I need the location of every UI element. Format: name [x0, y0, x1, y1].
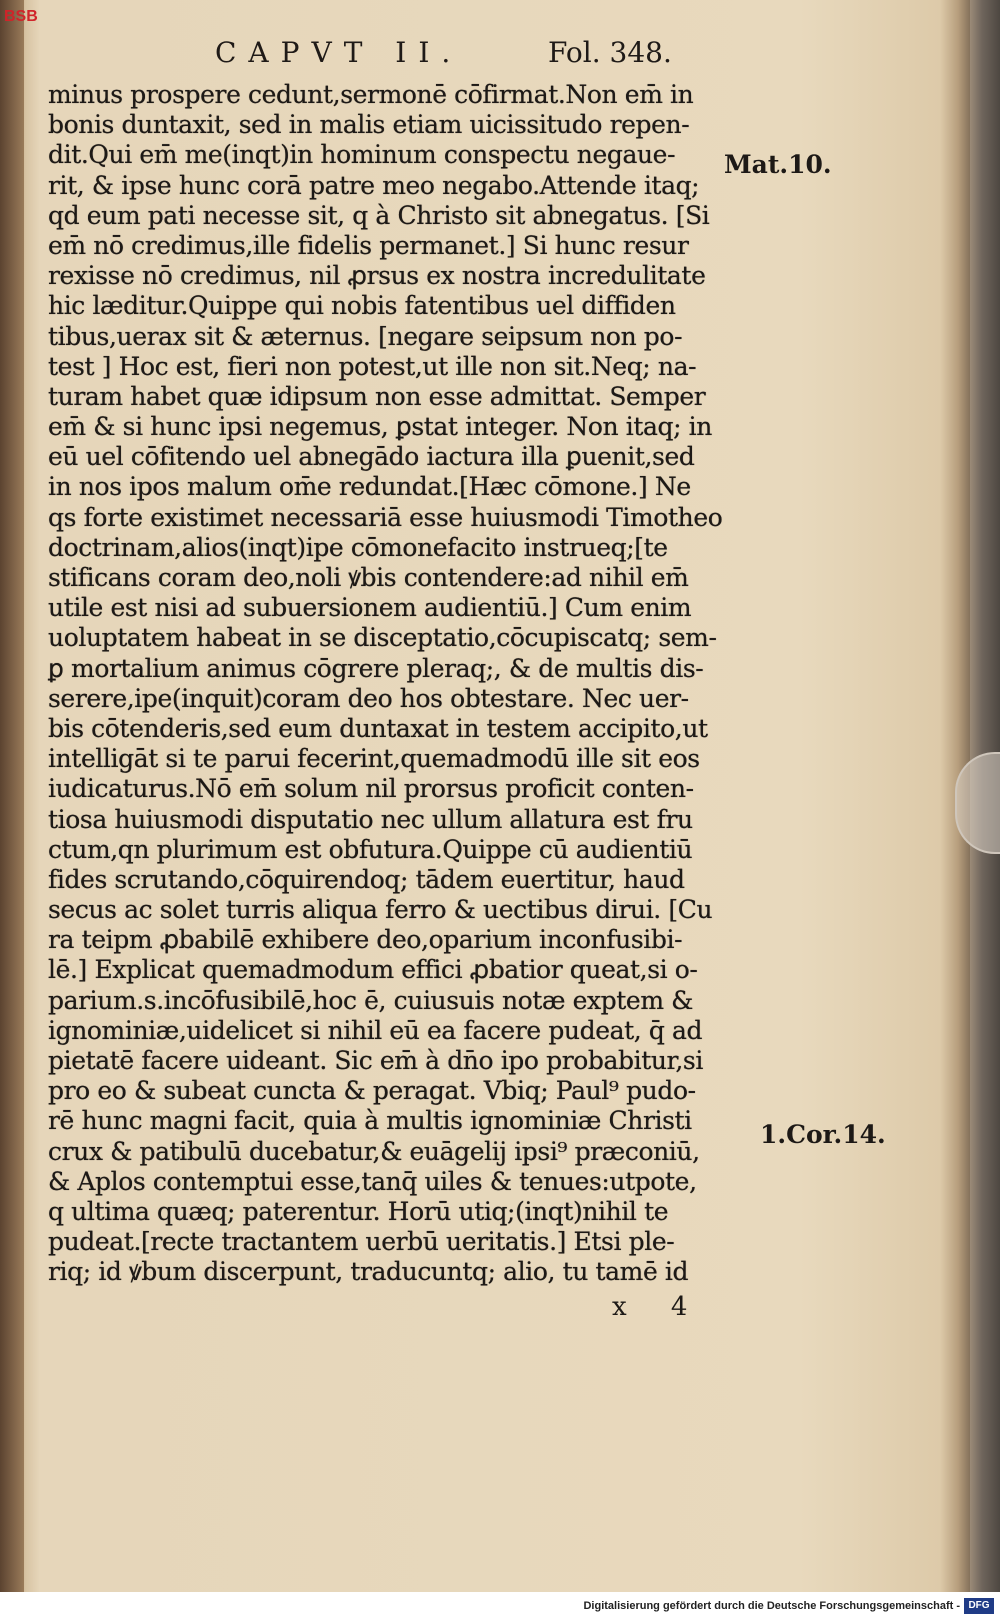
text-line: em̄ & si hunc ipsi negemus, ꝑstat integer. Non itaq; in: [48, 412, 712, 442]
text-line: rit, & ipse hunc corā patre meo negabo.Attende itaq;: [48, 170, 700, 200]
text-line: riq; id ꝟbum discerpunt, traducuntq; alio, tu tamē id: [48, 1257, 689, 1287]
text-line: fides scrutando,cōquirendoq; tādem euertitur, haud: [48, 864, 685, 894]
text-line: bis cōtenderis,sed eum duntaxat in testem accipito,ut: [48, 713, 708, 743]
text-line: parium.s.incōfusibilē,hoc ē, cuiusuis notæ exptem &: [48, 985, 694, 1015]
text-line: crux & patibulū ducebatur,& euāgelij ipsi⁹ præconiū,: [48, 1136, 700, 1166]
text-line: pietatē facere uideant. Sic em̄ à dn̄o ipo probabitur,si: [48, 1046, 703, 1075]
text-line: tibus,uerax sit & æternus. [negare seipsum non po-: [48, 321, 683, 351]
body-text: [48, 80, 768, 1288]
text-line: pro eo & subeat cuncta & peragat. Vbiq; Paul⁹ pudo-: [48, 1076, 696, 1106]
text-line: test ] Hoc est, fieri non potest,ut ille non sit.Neq; na-: [48, 351, 697, 381]
text-line: dit.Qui em̄ me(inqt)in hominum conspectu negaue-: [48, 140, 676, 170]
text-line: stificans coram deo,noli ꝟbis contendere:ad nihil em̄: [48, 563, 689, 592]
text-line: eū uel cōfitendo uel abnegādo iactura illa ꝑuenit,sed: [48, 442, 695, 472]
text-line: q ultima quæq; paterentur. Horū utiq;(inqt)nihil te: [48, 1196, 669, 1226]
text-line: rexisse nō credimus, nil ꝓrsus ex nostra incredulitate: [48, 261, 706, 291]
text-line: turam habet quæ idipsum non esse admittat. Semper: [48, 381, 706, 411]
text-line: rē hunc magni facit, quia à multis ignominiæ Christi: [48, 1106, 692, 1136]
text-line: doctrinam,alios(inqt)ipe cōmonefacito instrueq;[te: [48, 532, 668, 562]
text-line: minus prospere cedunt,sermonē cōfirmat.Non em̄ in: [48, 80, 694, 109]
text-line: intelligāt si te parui fecerint,quemadmodū ille sit eos: [48, 744, 700, 774]
running-head-folio: Fol. 348.: [548, 36, 672, 69]
text-line: serere,ipe(inquit)coram deo hos obtestare. Nec uer-: [48, 683, 689, 713]
text-line: iudicaturus.Nō em̄ solum nil prorsus proficit conten-: [48, 774, 694, 804]
text-line: ꝑ mortalium animus cōgrere pleraq;, & de multis dis-: [48, 653, 704, 683]
text-line: hic læditur.Quippe qui nobis fatentibus uel diffiden: [48, 291, 676, 321]
margin-note: Mat.10.: [724, 150, 832, 179]
margin-note: 1.Cor.14.: [760, 1120, 886, 1149]
text-line: qs forte existimet necessariā esse huiusmodi Timotheo: [48, 502, 723, 532]
text-line: em̄ nō credimus,ille fidelis permanet.] Si hunc resur: [48, 230, 689, 260]
text-line: pudeat.[recte tractantem uerbū ueritatis.] Etsi ple-: [48, 1227, 675, 1257]
text-line: lē.] Explicat quemadmodum effici ꝓbatior queat,si o-: [48, 955, 698, 985]
text-line: bonis duntaxit, sed in malis etiam uicissitudo repen-: [48, 110, 690, 140]
text-line: utile est nisi ad subuersionem audientiū.] Cum enim: [48, 593, 692, 623]
text-line: & Aplos contemptui esse,tanq̄ uiles & tenues:utpote,: [48, 1166, 697, 1196]
funding-credit: Digitalisierung gefördert durch die Deutsche Forschungsgemeinschaft -: [583, 1600, 960, 1612]
text-line: tiosa huiusmodi disputatio nec ullum allatura est fru: [48, 804, 693, 834]
book-spine: [0, 0, 24, 1592]
text-line: uoluptatem habeat in se disceptatio,cōcupiscatq; sem-: [48, 623, 717, 653]
text-line: secus ac solet turris aliqua ferro & uectibus dirui. [Cu: [48, 895, 713, 925]
text-line: in nos ipos malum om̄e redundat.[Hæc cōmone.] Ne: [48, 472, 691, 502]
text-line: ignominiæ,uidelicet si nihil eū ea facere pudeat, q̄ ad: [48, 1015, 703, 1045]
text-line: ra teipm ꝓbabilē exhibere deo,oparium inconfusibi-: [48, 925, 683, 955]
footer-bar: [0, 1592, 1000, 1622]
running-head-chapter: CAPVT II.: [215, 36, 463, 69]
dfg-logo: DFG: [964, 1598, 994, 1614]
text-line: ctum,qn plurimum est obfutura.Quippe cū audientiū: [48, 834, 693, 864]
signature-mark: x 4: [612, 1292, 706, 1322]
text-line: qd eum pati necesse sit, q à Christo sit abnegatus. [Si: [48, 200, 710, 230]
library-mark: BSB: [4, 8, 38, 25]
